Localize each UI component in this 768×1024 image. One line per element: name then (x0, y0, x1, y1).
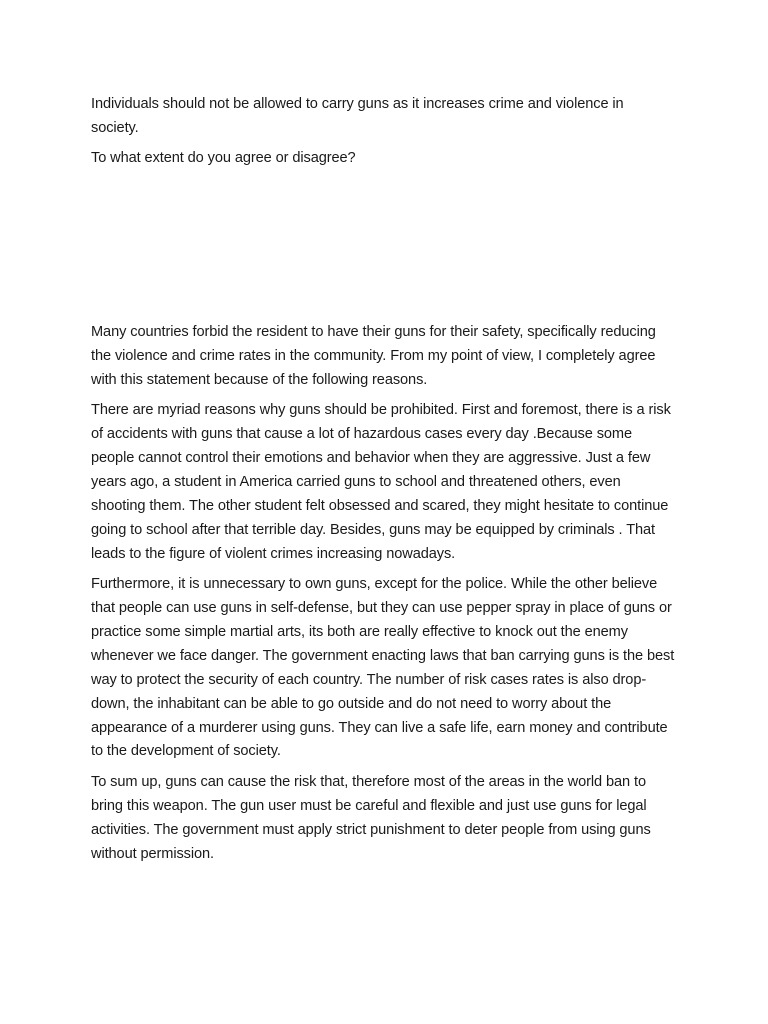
essay-paragraph-introduction: Many countries forbid the resident to have their guns for their safety, specifically reducing the violence and crime rates in the community. From my point of view, I completely agree with this statement because of the following reasons. (91, 324, 656, 388)
essay-paragraph-body-2: Furthermore, it is unnecessary to own guns, except for the police. While the other believe that people can use guns in self-defense, but they can use pepper spray in place of guns or practice some simple martial arts, its both are really effective to knock out the enemy whenever we face danger. The government enacting laws that ban carrying guns is the best way to protect the security of each country. The number of risk cases rates is also drop-down, the inhabitant can be able to go outside and do not need to worry about the appearance of a murderer using guns. They can live a safe life, earn money and contribute to the development of society. (91, 576, 675, 760)
prompt-statement: Individuals should not be allowed to carry guns as it increases crime and violence in society. (91, 96, 624, 136)
prompt-question: To what extent do you agree or disagree? (91, 149, 356, 166)
essay-body (91, 321, 675, 866)
essay-paragraph-body-1: There are myriad reasons why guns should be prohibited. First and foremost, there is a risk of accidents with guns that cause a lot of hazardous cases every day .Because some people cannot control their emotions and behavior when they are aggressive. Just a few years ago, a student in America carried guns to school and threatened others, even shooting them. The other student felt obsessed and scared, they might hesitate to continue going to school after that terrible day. Besides, guns may be equipped by criminals . That leads to the figure of violent crimes increasing nowadays. (91, 402, 671, 562)
essay-paragraph-conclusion: To sum up, guns can cause the risk that, therefore most of the areas in the world ban to bring this weapon. The gun user must be careful and flexible and just use guns for legal activities. The government must apply strict punishment to deter people from using guns without permission. (91, 773, 651, 862)
essay-prompt (91, 93, 675, 171)
